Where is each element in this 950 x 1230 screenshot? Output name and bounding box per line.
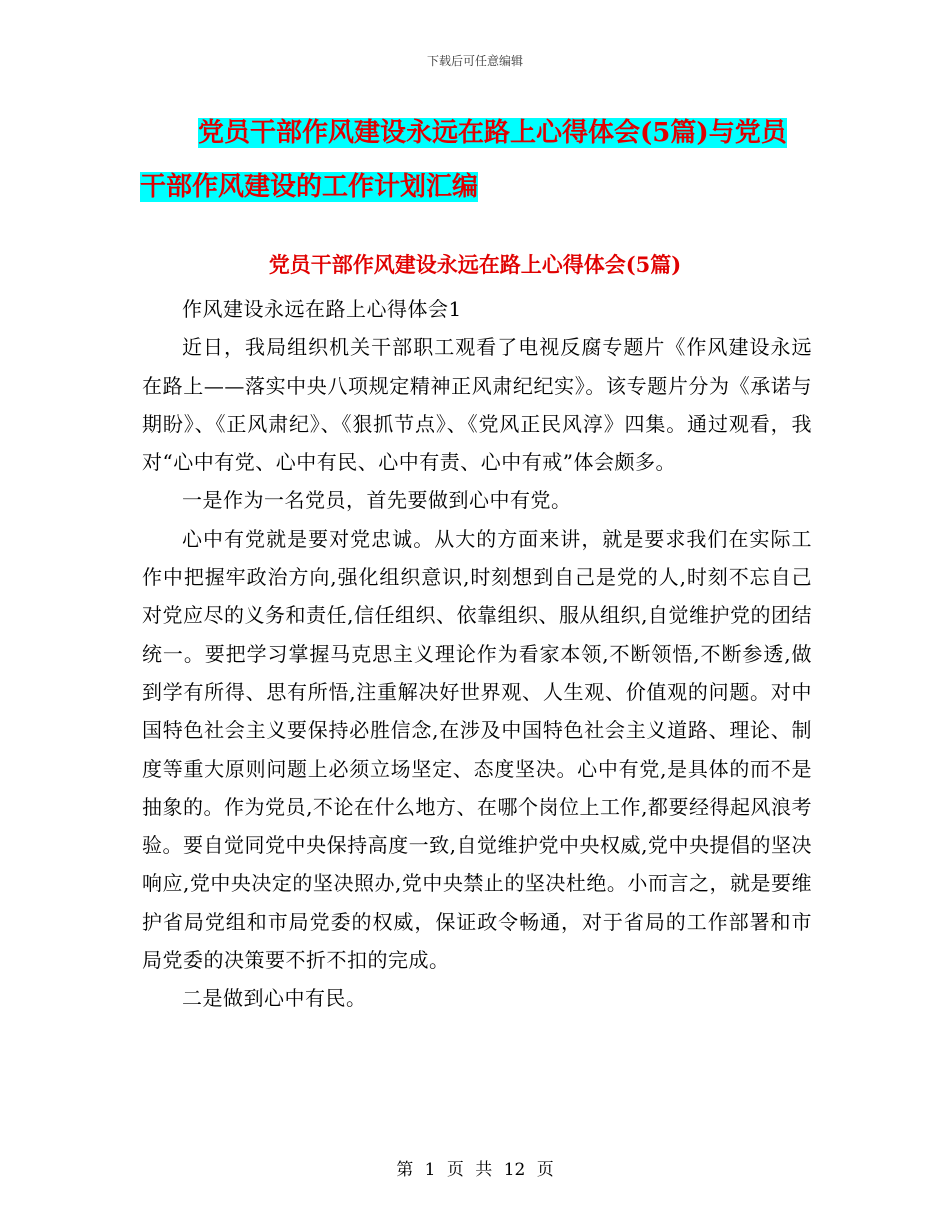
section-title: 党员干部作风建设永远在路上心得体会(5篇) bbox=[268, 252, 682, 277]
document-body bbox=[142, 290, 812, 1018]
document-title bbox=[140, 106, 820, 214]
paragraph: 近日，我局组织机关干部职工观看了电视反腐专题片《作风建设永远在路上——落实中央八项规定精神正风肃纪纪实》。该专题片分为《承诺与期盼》、《正风肃纪》、《狠抓节点》、《党风正民风淳》四集。通过观看，我对“心中有党、心中有民、心中有责、心中有戒”体会颇多。 bbox=[142, 335, 812, 475]
title-line-2: 干部作风建设的工作计划汇编 bbox=[140, 172, 479, 202]
page-number: 第 1 页 共 12 页 bbox=[396, 1160, 554, 1180]
title-line-1: 党员干部作风建设永远在路上心得体会(5篇)与党员 bbox=[198, 118, 787, 148]
page-header-note: 下载后可任意编辑 bbox=[426, 54, 523, 68]
paragraph: 心中有党就是要对党忠诚。从大的方面来讲，就是要求我们在实际工作中把握牢政治方向,强化组织意识,时刻想到自己是党的人,时刻不忘自己对党应尽的义务和责任,信任组织、依靠组织、服从组织,自觉维护党的团结统一。要把学习掌握马克思主义理论作为看家本领,不断领悟,不断参透,做到学有所得、思有所悟,注重解决好世界观、人生观、价值观的问题。对中国特色社会主义要保持必胜信念,在涉及中国特色社会主义道路、理论、制度等重大原则问题上必须立场坚定、态度坚决。心中有党,是具体的而不是抽象的。作为党员,不论在什么地方、在哪个岗位上工作,都要经得起风浪考验。要自觉同党中央保持高度一致,自觉维护党中央权威,党中央提倡的坚决响应,党中央决定的坚决照办,党中央禁止的坚决杜绝。小而言之，就是要维护省局党组和市局党委的权威，保证政令畅通，对于省局的工作部署和市局党委的决策要不折不扣的完成。 bbox=[142, 526, 812, 973]
paragraph: 一是作为一名党员，首先要做到心中有党。 bbox=[182, 488, 572, 513]
paragraph: 作风建设永远在路上心得体会1 bbox=[182, 297, 462, 321]
paragraph: 二是做到心中有民。 bbox=[182, 986, 367, 1011]
